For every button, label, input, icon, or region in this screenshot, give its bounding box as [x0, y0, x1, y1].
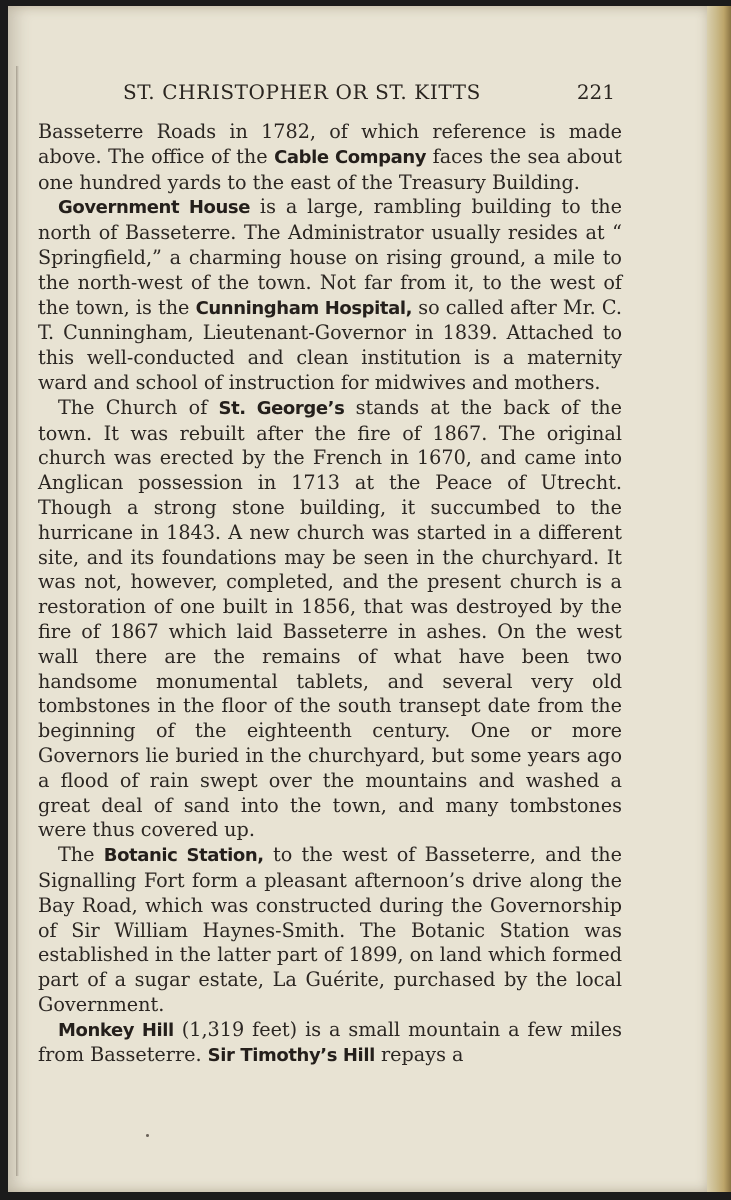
paragraph-text: to the west of Basseterre, and the Signalling Fort form a pleasant afternoon’s drive along the Bay Road, which was constructed during the Governorship of Sir William Haynes-Smith. The Botanic Station was established in the latter part of 1899, on land which formed part of a sugar estate, La Guérite, purchased by the local Government.	[38, 843, 622, 1016]
paragraph-text: faces the sea about one hundred yards to the east of the Treasury Building.	[38, 144, 622, 194]
body-text	[38, 120, 622, 1069]
gutter-shadow	[16, 66, 19, 1176]
page-header	[38, 80, 690, 110]
paragraph-text: is a large, rambling building to the north of Basseterre. The Administrator usually resides at “ Springfield,” a charming house on rising ground, a mile to the north-west of the town. Not far from it, to the west of the town, is the	[38, 195, 622, 319]
book-page	[8, 6, 710, 1192]
bold-term-st-georges: St. George’s	[218, 397, 345, 419]
paragraph-text: so called after Mr. C. T. Cunningham, Lieutenant-Governor in 1839. Attached to this well-conducted and clean institution is a maternity ward and school of instruction for midwives and mothers.	[38, 295, 622, 394]
paragraph-monkey-hill	[38, 1018, 622, 1070]
bold-term-monkey-hill: Monkey Hill	[58, 1019, 174, 1041]
paper-speck	[146, 1134, 149, 1137]
paragraph-st-georges	[38, 396, 622, 843]
paragraph-government-house	[38, 195, 622, 395]
paragraph-cable-company	[38, 120, 622, 195]
bold-term-cable-company: Cable Company	[274, 146, 427, 168]
bold-term-sir-timothys-hill: Sir Timothy’s Hill	[207, 1045, 375, 1067]
bold-term-government-house: Government House	[58, 197, 251, 219]
paragraph-text: Basseterre Roads in 1782, of which reference is made above. The office of the	[38, 120, 622, 168]
paragraph-botanic-station	[38, 843, 622, 1018]
bold-term-botanic-station: Botanic Station,	[103, 845, 264, 867]
paragraph-text: The Church of	[58, 395, 219, 419]
paragraph-text: (1,319 feet) is a small mountain a few miles from Basseterre.	[38, 1017, 622, 1067]
paragraph-text: stands at the back of the town. It was rebuilt after the fire of 1867. The original church was erected by the French in 1670, and came into Anglican possession in 1713 at the Peace of Utrecht. Though a strong stone building, it succumbed to the hurricane in 1843. A new church was started in a different site, and its foundations may be seen in the churchyard. It was not, however, completed, and the present church is a restoration of one built in 1856, that was destroyed by the fire of 1867 which laid Basseterre in ashes. On the west wall there are the remains of what have been two handsome monumental tablets, and several very old tombstones in the floor of the south transept date from the beginning of the eighteenth century. One or more Governors lie buried in the churchyard, but some years ago a flood of rain swept over the mountains and washed a great deal of sand into the town, and many tombstones were thus covered up.	[38, 395, 622, 842]
bold-term-cunningham-hospital: Cunningham Hospital,	[195, 297, 413, 319]
paragraph-text: repays a	[374, 1043, 464, 1067]
page-edge	[707, 6, 731, 1192]
running-head: ST. CHRISTOPHER OR ST. KITTS	[123, 80, 481, 104]
paragraph-text: The	[58, 843, 104, 867]
page-number: 221	[576, 80, 615, 104]
